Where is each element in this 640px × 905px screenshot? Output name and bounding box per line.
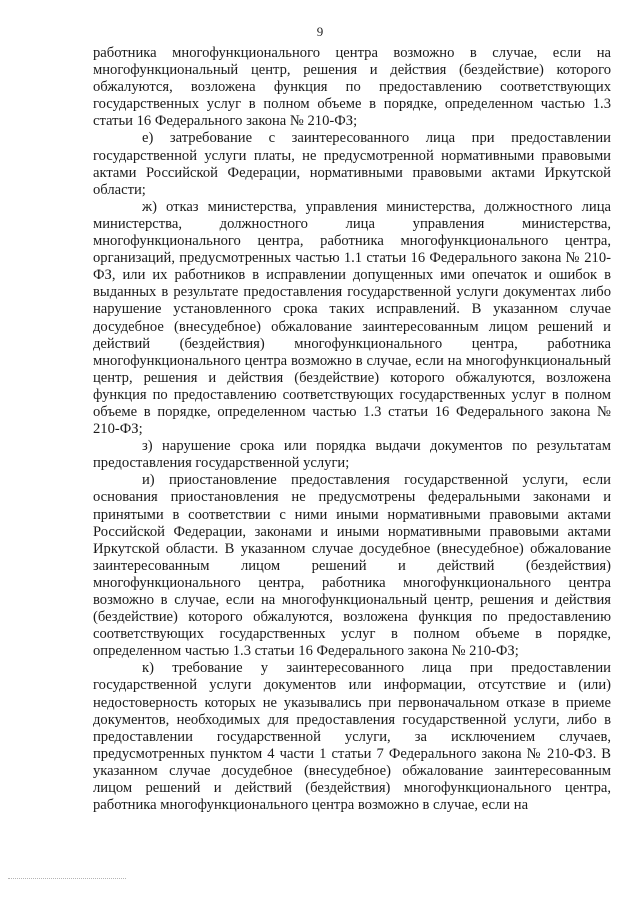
paragraph-continuation: работника многофункционального центра возможно в случае, если на многофункциональный центр, решения и действия (бездействие) которого обжалуются, возложена функция по предоставлению соответствующих государственных услуг в полном объеме в порядке, определенном частью 1.3 статьи 16 Федерального закона № 210-ФЗ; bbox=[93, 45, 611, 130]
paragraph-item-z: з) нарушение срока или порядка выдачи документов по результатам предоставления государственной услуги; bbox=[93, 438, 611, 472]
footer-divider bbox=[8, 878, 126, 879]
paragraph-item-i: и) приостановление предоставления государственной услуги, если основания приостановления не предусмотрены федеральными законами и принятыми в соответствии с ними иными нормативными правовыми актами Российской Федерации, законами и иными нормативными правовыми актами Иркутской области. В указанном случае досудебное (внесудебное) обжалование заинтересованным лицом решений и действий (бездействия) многофункционального центра, работника многофункционального центра возможно в случае, если на многофункциональный центр, решения и действия (бездействие) которого обжалуются, возложена функция по предоставлению соответствующих государственных услуг в полном объеме в порядке, определенном частью 1.3 статьи 16 Федерального закона № 210-ФЗ; bbox=[93, 472, 611, 660]
document-body bbox=[93, 45, 611, 814]
paragraph-item-zh: ж) отказ министерства, управления министерства, должностного лица министерства, должностного лица управления министерства, многофункционального центра, работника многофункционального центра, организаций, предусмотренных частью 1.1 статьи 16 Федерального закона № 210-ФЗ, или их работников в исправлении допущенных ими опечаток и ошибок в выданных в результате предоставления государственной услуги документах либо нарушение установленного срока таких исправлений. В указанном случае досудебное (внесудебное) обжалование заинтересованным лицом решений и действий (бездействия) многофункционального центра, работника многофункционального центра возможно в случае, если на многофункциональный центр, решения и действия (бездействие) которого обжалуются, возложена функция по предоставлению соответствующих государственных услуг в полном объеме в порядке, определенном частью 1.3 статьи 16 Федерального закона № 210-ФЗ; bbox=[93, 198, 611, 438]
paragraph-item-e: е) затребование с заинтересованного лица при предоставлении государственной услуги платы, не предусмотренной нормативными правовыми актами Российской Федерации, нормативными правовыми актами Иркутской области; bbox=[93, 130, 611, 198]
paragraph-item-k: к) требование у заинтересованного лица при предоставлении государственной услуги документов или информации, отсутствие и (или) недостоверность которых не указывались при первоначальном отказе в приеме документов, необходимых для предоставления государственной услуги, либо в предоставлении государственной услуги, за исключением случаев, предусмотренных пунктом 4 части 1 статьи 7 Федерального закона № 210-ФЗ. В указанном случае досудебное (внесудебное) обжалование заинтересованным лицом решений и действий (бездействия) многофункционального центра, работника многофункционального центра возможно в случае, если на bbox=[93, 660, 611, 814]
page-number: 9 bbox=[316, 24, 324, 39]
